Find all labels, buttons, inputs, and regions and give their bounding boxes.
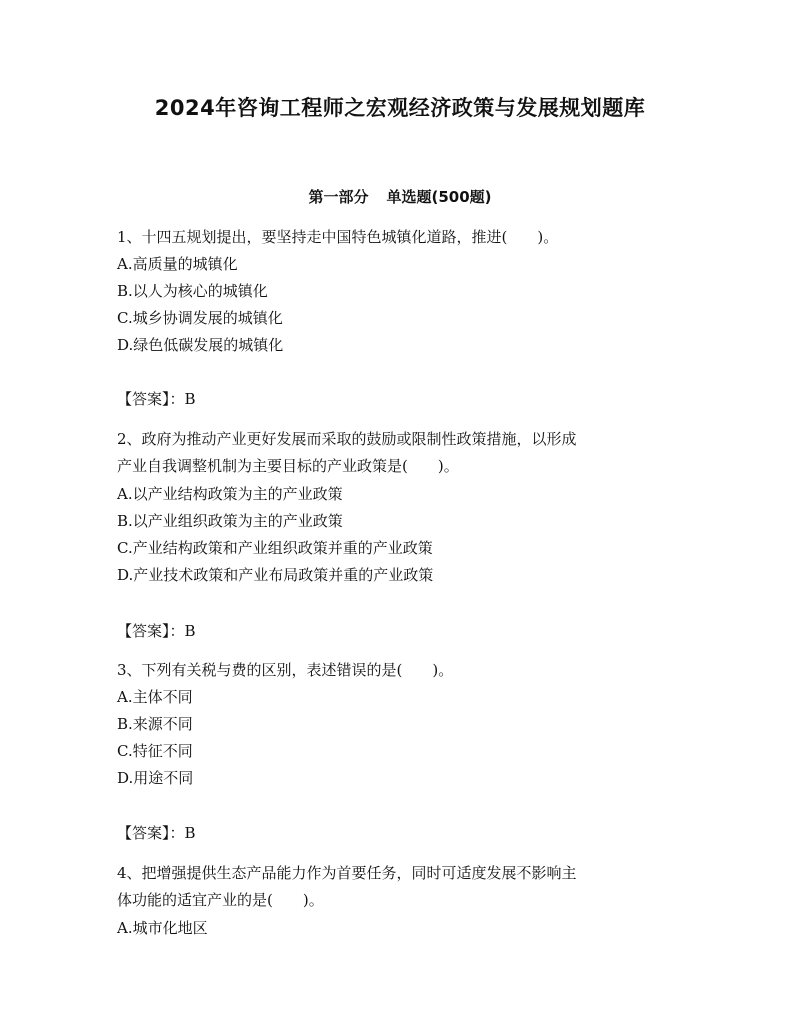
question-2-stem-line-2: 产业自我调整机制为主要目标的产业政策是( )。 [117, 457, 459, 475]
question-1-option-a: A.高质量的城镇化 [117, 255, 238, 273]
question-4-option-a: A.城市化地区 [117, 919, 208, 937]
question-2-stem-line-1: 2、政府为推动产业更好发展而采取的鼓励或限制性政策措施，以形成 [117, 430, 577, 448]
question-1-stem-line-1: 1、十四五规划提出，要坚持走中国特色城镇化道路，推进( )。 [117, 228, 559, 246]
question-1-option-d: D.绿色低碳发展的城镇化 [117, 336, 284, 354]
document-title: 2024年咨询工程师之宏观经济政策与发展规划题库 [154, 96, 646, 120]
question-1-answer: 【答案】：B [117, 390, 196, 408]
question-1-option-b: B.以人为核心的城镇化 [117, 282, 268, 300]
section-title [0, 186, 800, 207]
question-2-option-b: B.以产业组织政策为主的产业政策 [117, 512, 343, 530]
question-1-option-c: C.城乡协调发展的城镇化 [117, 309, 283, 327]
question-3-answer: 【答案】：B [117, 824, 196, 842]
question-3-option-a: A.主体不同 [117, 688, 193, 706]
question-4-stem-line-1: 4、把增强提供生态产品能力作为首要任务，同时可适度发展不影响主 [117, 864, 577, 882]
section-name: 单选题(500题) [386, 188, 492, 206]
section-part: 第一部分 [308, 188, 369, 206]
question-3-option-b: B.来源不同 [117, 715, 193, 733]
question-2-option-d: D.产业技术政策和产业布局政策并重的产业政策 [117, 566, 434, 584]
question-3-option-c: C.特征不同 [117, 742, 193, 760]
question-2-answer: 【答案】：B [117, 622, 196, 640]
question-3-stem-line-1: 3、下列有关税与费的区别，表述错误的是( )。 [117, 661, 454, 679]
question-3-option-d: D.用途不同 [117, 769, 194, 787]
question-2-option-c: C.产业结构政策和产业组织政策并重的产业政策 [117, 539, 433, 557]
question-2-option-a: A.以产业结构政策为主的产业政策 [117, 485, 343, 503]
question-4-stem-line-2: 体功能的适宜产业的是( )。 [117, 891, 324, 909]
